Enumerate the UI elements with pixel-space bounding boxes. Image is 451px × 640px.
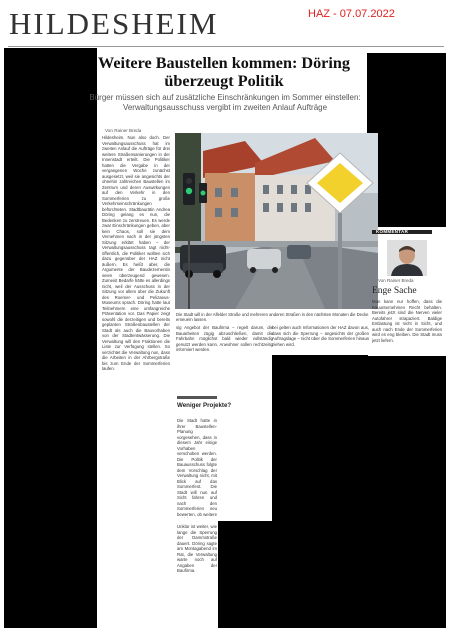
kommentar-author: Von Rainer Breda <box>378 278 414 283</box>
photo-caption: Die Stadt will in der Alfelder Straße und mehreren anderen Straßen in den nächsten Monaten die Decke erneuern lassen. <box>176 312 369 323</box>
date-stamp: HAZ - 07.07.2022 <box>308 8 395 20</box>
author-photo <box>387 240 427 276</box>
info-box-bar <box>177 396 217 399</box>
kommentar-label: KOMMENTAR <box>376 229 409 234</box>
article-column-mid-b: bei gelten auch Informationen der HAZ davon aus, dass sich die Sperrung – angesichts der großen Auftragslage – nicht über die Sommerferien hinaus ziehen wird. <box>272 325 369 347</box>
byline: Von Rainer Breda <box>105 128 142 133</box>
author-avatar <box>387 240 427 276</box>
street-photo <box>175 133 378 309</box>
street-photo-image <box>175 133 378 309</box>
headline: Weitere Baustellen kommen: Döring überzeugt Politik <box>98 54 350 90</box>
info-box-text: Die Stadt hatte in ihrer Baustellen-Planung vorgesehen, dass in diesem Jahr einige Vorhaben verschoben werden. Die Politik der Bauausschuss folgte dem Vorschlag der Verwaltung nicht, mit Blick auf das Sommerfest. Die Stadt will nun auf Sicht fahren und nach den Sommerferien neu bewerten, ob weitere <box>177 418 217 517</box>
redaction-left <box>4 48 97 628</box>
redaction-bottom-mid <box>272 355 368 628</box>
redaction-bottom-right <box>367 356 446 628</box>
masthead-rule <box>8 46 444 47</box>
kommentar-title: Enge Sache <box>372 286 417 296</box>
info-box-title: Weniger Projekte? <box>177 402 232 409</box>
article-column-left: Hildesheim. Nun also doch. Der Verwaltungsausschuss hat im zweiten Anlauf die Aufträge für drei weitere Straßensanierungen in der Innenstadt erteilt. Die Politiker hatten die Vergabe in der vergangenen Woche zunächst ausgesetzt, weil sie angesichts der ohnehin zahlreichen Baustellen im Zentrum und deren Auswirkungen auf den Verkehr in den Sommerferien zu große Verkehrseinschränkungen befürchteten. Stadtbaurätin Andrea Döring gelang es nun, die Bedenken zu zerstreuen. Es werde zwar Einschränkungen geben, aber kein Chaos, soll sie dem Vernehmen nach in der jüngsten Sitzung erklärt haben – der Verwaltungsausschuss tagt nicht-öffentlich, die Politiker wollten sich dazu gegenüber der HAZ nicht äußern. Es heißt aber, die Argumente der Baudezernentin seien überzeugend gewesen. Zumeist Bedarfe hätte es allerdings nicht, weil der Ausschuss in der Sitzung vor allem über die Zukunft des Roemer- und Pelizaeus-Museums sprach. Döring hatte laut Teilnehmern eine umfangreiche Präsentation vor. Das Papier zeigt sowohl die derzeitigen und bereits geplanten Straßenbaustellen der Stadt als auch die Bauvorhaben von der Stadtentwässerung. Die Verwaltung will den Fraktionen die Liste zur Verfügung stellen. So verzichtet die Verwaltung nun, dass die Arbeiten in der Ahrbergstraße bis zum Ende der Sommerferien laufen. <box>102 135 170 371</box>
article-column-mid-a: sig Angebot der Baufirma – regelt darum, die Bauarbeiten zügig abzuschließen, damit die Fahrbahn möglichst bald wieder vollständig genutzt werden kann. Anwohner sollen rechtzeitig informiert werden. <box>176 325 273 352</box>
article-column-final: Unklar ist weiter, wie lange die Sperrung der Dammstraße dauert. Döring sagte am Montagabend im Rat, die Verwaltung warte noch auf Angaben der Baufirma. <box>177 524 217 573</box>
masthead: HILDESHEIM <box>9 6 219 41</box>
kommentar-text: Man kann nur hoffen, dass die Bauunternehmen Recht behalten. Bereits jetzt sind die Nerven vieler Autofahrer strapaziert. Baldige Entlastung ist nicht in Sicht, und auch nach Ende der Sommerferien wird es eng bleiben. Die Stadt muss jetzt liefern. <box>372 299 442 343</box>
subheadline: Bürger müssen sich auf zusätzliche Einschränkungen im Sommer einstellen: Verwaltungsausschuss vergibt im zweiten Anlauf Aufträge <box>89 93 361 112</box>
redaction-box-bottom <box>218 521 276 628</box>
